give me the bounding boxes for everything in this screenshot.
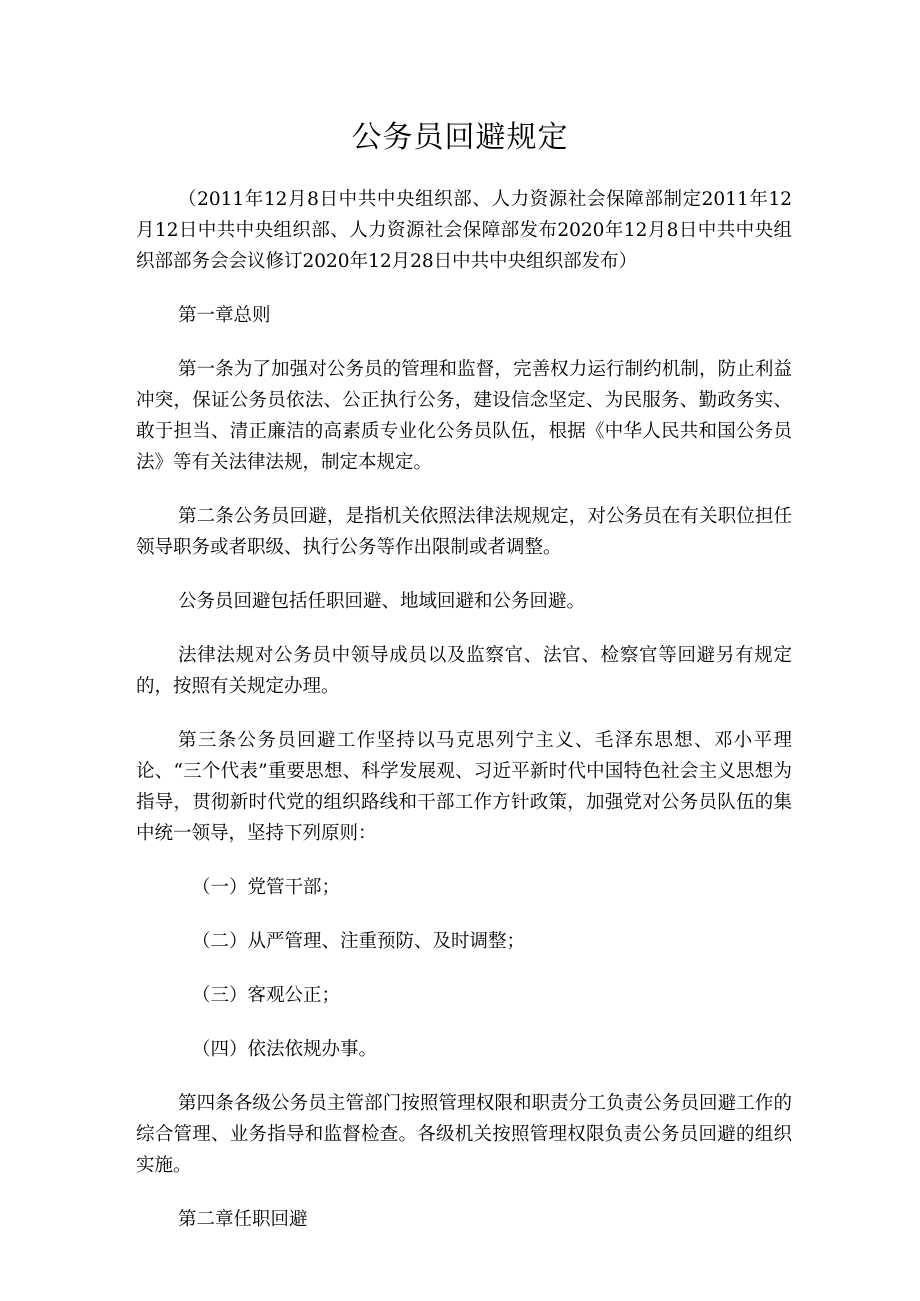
article-paragraph: 第三条公务员回避工作坚持以马克思列宁主义、毛泽东思想、邓小平理论、“三个代表”重要思想、科学发展观、习近平新时代中国特色社会主义思想为指导，贯彻新时代党的组织路线和干部工作方针政策，加强党对公务员队伍的集中统一领导，坚持下列原则： xyxy=(136,730,792,844)
list-item: （一）党管干部； xyxy=(192,877,341,898)
document-body xyxy=(136,184,792,1235)
article-paragraph: 第四条各级公务员主管部门按照管理权限和职责分工负责公务员回避工作的综合管理、业务指导和监督检查。各级机关按照管理权限负责公务员回避的组织实施。 xyxy=(136,1093,792,1176)
article-paragraph: 第一条为了加强对公务员的管理和监督，完善权力运行制约机制，防止利益冲突，保证公务员依法、公正执行公务，建设信念坚定、为民服务、勤政务实、敢于担当、清正廉洁的高素质专业化公务员队伍，根据《中华人民共和国公务员法》等有关法律法规，制定本规定。 xyxy=(136,359,792,473)
body-paragraph: 公务员回避包括任职回避、地域回避和公务回避。 xyxy=(178,591,586,612)
list-item: （三）客观公正； xyxy=(192,985,341,1006)
body-paragraph: 法律法规对公务员中领导成员以及监察官、法官、检察官等回避另有规定的，按照有关规定办理。 xyxy=(136,645,792,697)
chapter-heading: 第一章总则 xyxy=(178,305,271,326)
list-item: （二）从严管理、注重预防、及时调整； xyxy=(192,931,526,952)
chapter-heading: 第二章任职回避 xyxy=(178,1209,308,1230)
article-paragraph: 第二条公务员回避，是指机关依照法律法规规定，对公务员在有关职位担任领导职务或者职级、执行公务等作出限制或者调整。 xyxy=(136,506,792,558)
document-title: 公务员回避规定 xyxy=(351,120,569,155)
preamble-paragraph: （2011年12月8日中共中央组织部、人力资源社会保障部制定2011年12月12日中共中央组织部、人力资源社会保障部发布2020年12月8日中共中央组织部部务会会议修订2020年12月28日中共中央组织部发布） xyxy=(136,189,792,272)
list-item: （四）依法依规办事。 xyxy=(192,1039,378,1060)
